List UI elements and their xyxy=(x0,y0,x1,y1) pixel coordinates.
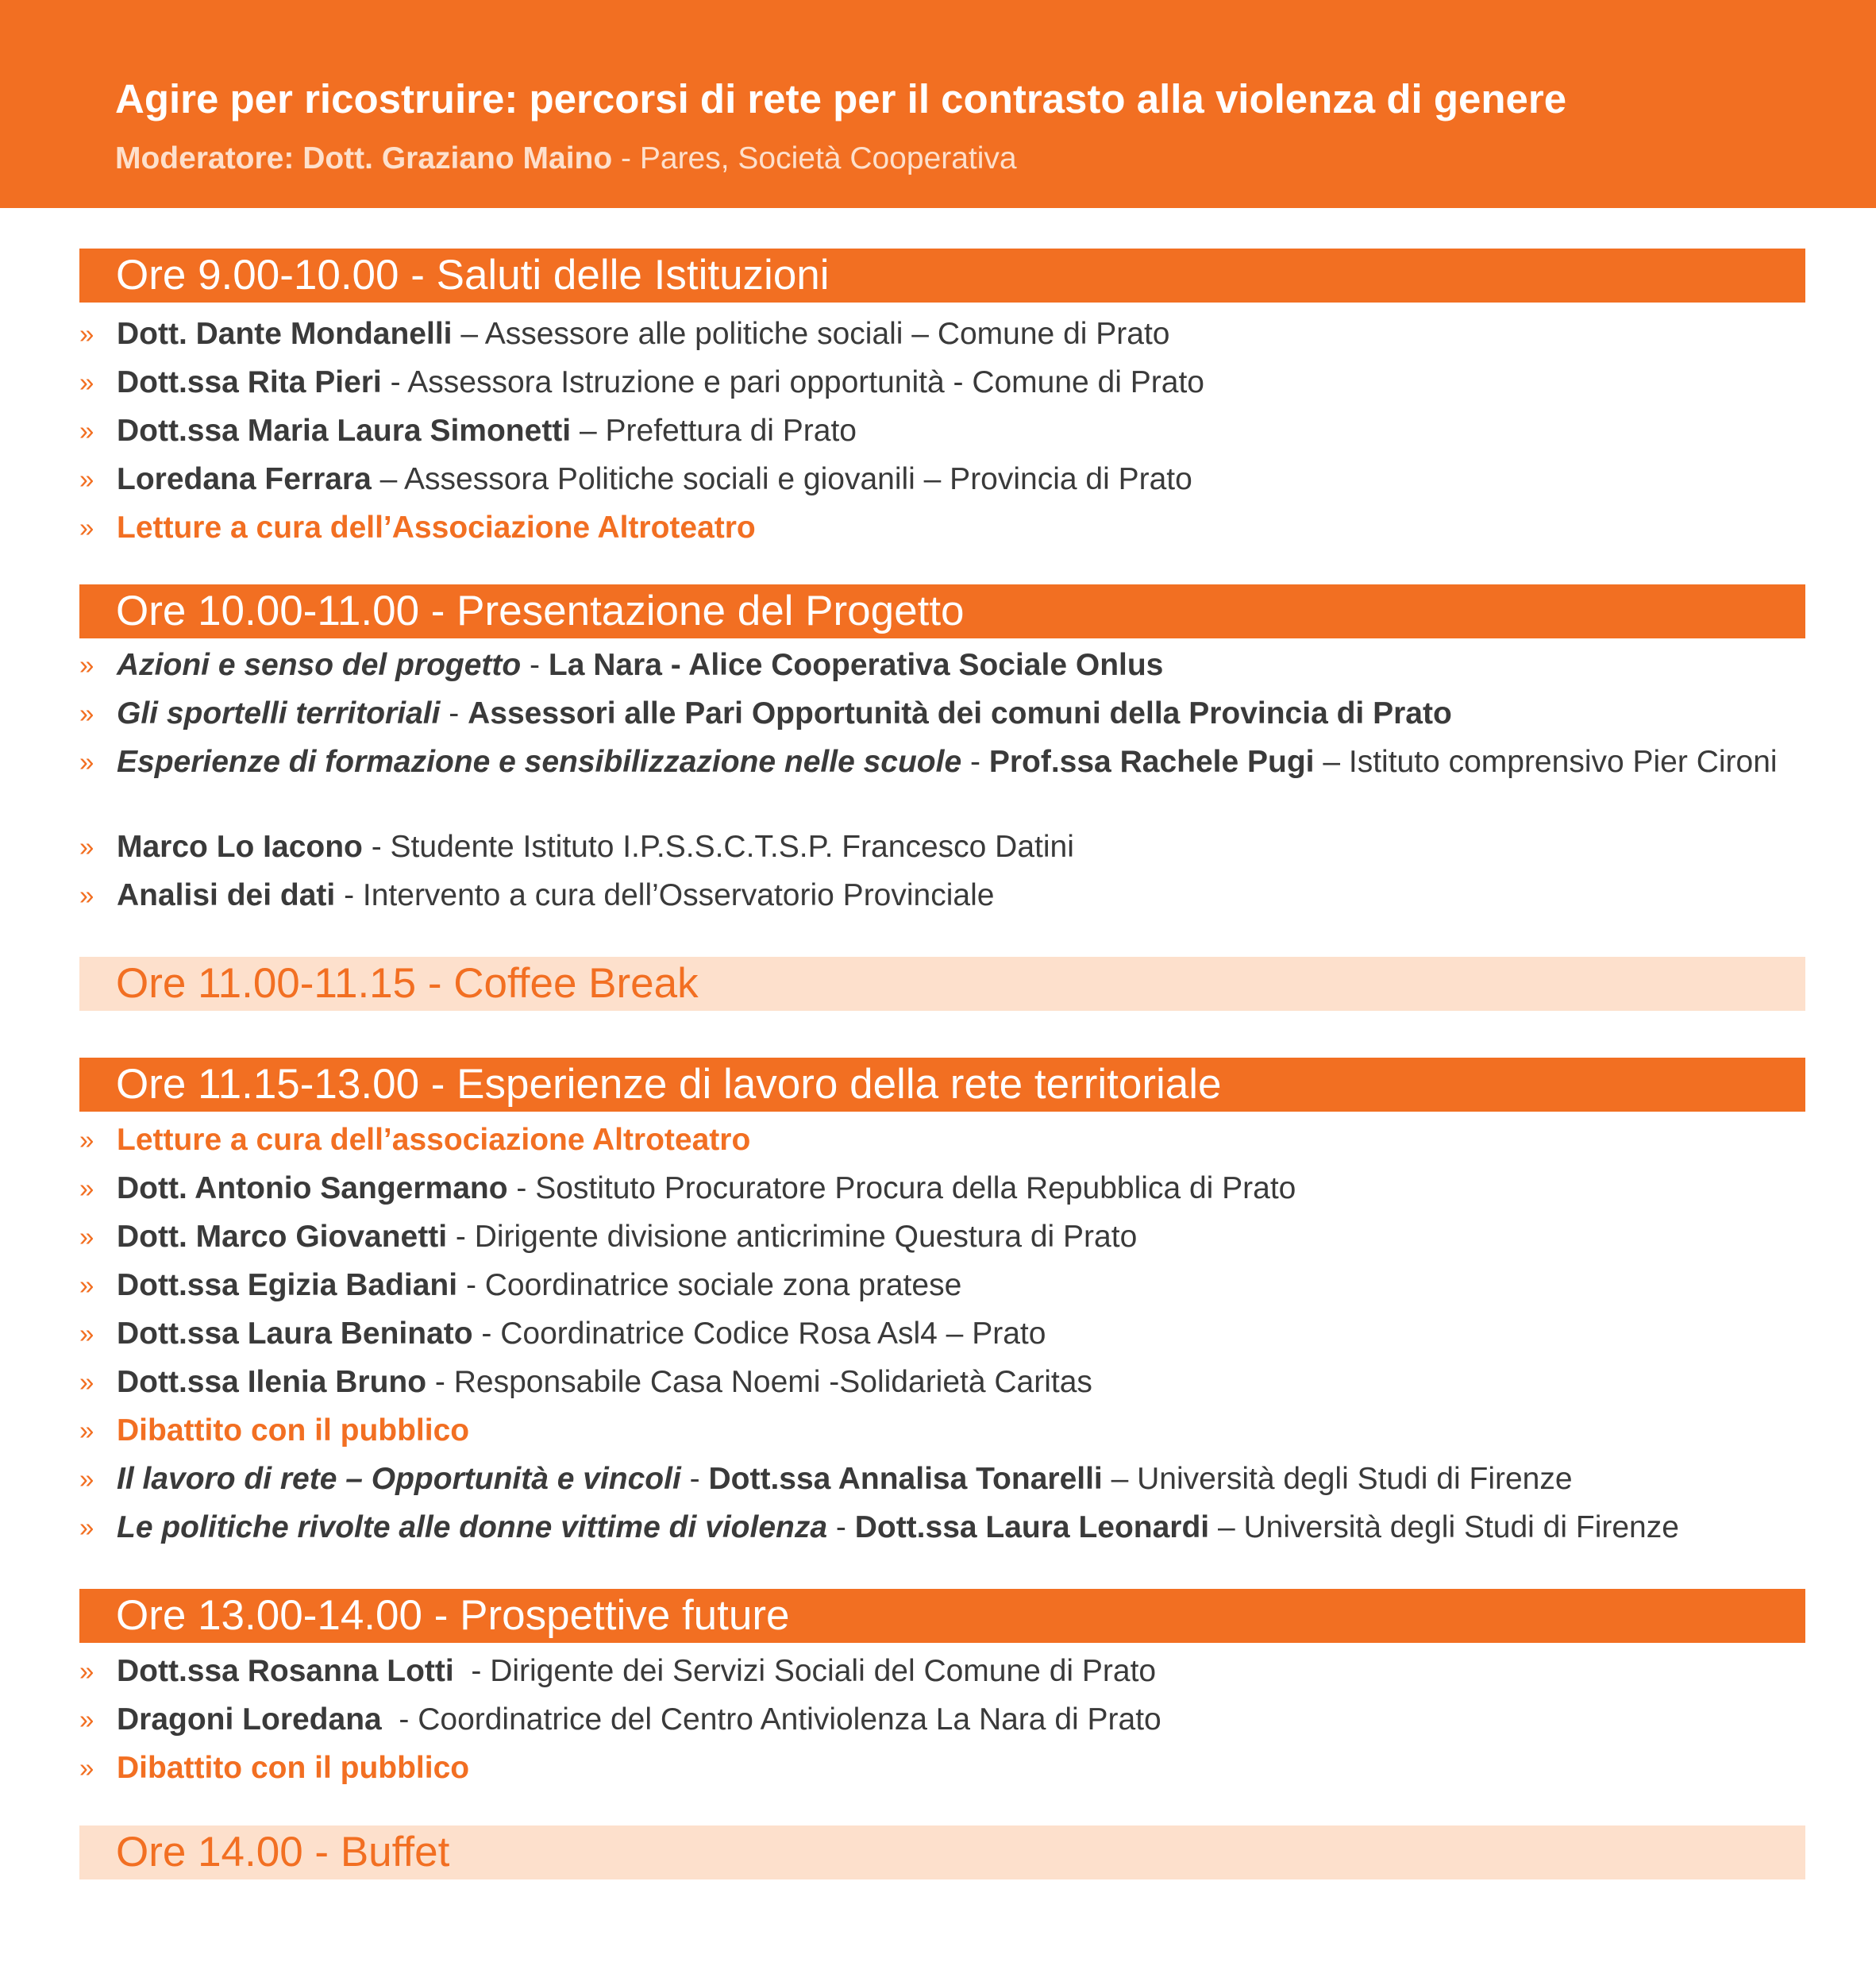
speaker-name: Prof.ssa Rachele Pugi xyxy=(988,745,1315,779)
chevron-double-right-icon: » xyxy=(79,747,94,777)
chevron-double-right-icon: » xyxy=(79,465,94,494)
speaker-name: Dott. Dante Mondanelli xyxy=(117,317,453,351)
chevron-double-right-icon: » xyxy=(79,1513,94,1542)
page-title: Agire per ricostruire: percorsi di rete per il contrasto alla violenza di genere xyxy=(115,76,1567,121)
chevron-double-right-icon: » xyxy=(79,1125,94,1155)
speaker-name: Dott.ssa Maria Laura Simonetti xyxy=(117,414,572,448)
chevron-double-right-icon: » xyxy=(79,1464,94,1494)
list-item xyxy=(79,461,1805,498)
list-item xyxy=(79,647,1805,684)
section-time: Ore 10.00-11.00 - xyxy=(116,588,457,634)
chevron-double-right-icon: » xyxy=(79,699,94,728)
list-item xyxy=(79,413,1805,449)
section-header xyxy=(79,249,1805,303)
speaker-detail: - Coordinatrice Codice Rosa Asl4 – Prato xyxy=(472,1317,1046,1351)
speaker-name: Dott.ssa Ilenia Bruno xyxy=(117,1365,427,1399)
chevron-double-right-icon: » xyxy=(79,1270,94,1300)
speaker-detail: – Università degli Studi di Firenze xyxy=(1209,1510,1679,1544)
speaker-name: Dott. Antonio Sangermano xyxy=(117,1171,508,1205)
section-header xyxy=(79,957,1805,1011)
chevron-double-right-icon: » xyxy=(79,1416,94,1445)
topic-text: Azioni e senso del progetto xyxy=(117,648,522,682)
topic-text: Esperienze di formazione e sensibilizzazione nelle scuole xyxy=(117,745,962,779)
section-title: Presentazione del Progetto xyxy=(456,588,965,634)
section-title: Prospettive future xyxy=(460,1592,790,1639)
speaker-name: Loredana Ferrara xyxy=(117,462,372,496)
highlight-text: Letture a cura dell’Associazione Altroteatro xyxy=(117,511,756,545)
speaker-name: Dott.ssa Laura Beninato xyxy=(117,1317,473,1351)
chevron-double-right-icon: » xyxy=(79,881,94,910)
chevron-double-right-icon: » xyxy=(79,1705,94,1734)
section-header xyxy=(79,1825,1805,1879)
speaker-name: Dott.ssa Annalisa Tonarelli xyxy=(708,1462,1103,1496)
section-time: Ore 11.15-13.00 - xyxy=(116,1061,457,1108)
chevron-double-right-icon: » xyxy=(79,1174,94,1203)
section-header xyxy=(79,584,1805,638)
list-item xyxy=(79,316,1805,353)
list-item xyxy=(79,1653,1805,1690)
chevron-double-right-icon: » xyxy=(79,1222,94,1251)
section-title: Buffet xyxy=(340,1829,450,1876)
speaker-detail: - Studente Istituto I.P.S.S.C.T.S.P. Francesco Datini xyxy=(362,830,1074,864)
separator: - xyxy=(440,696,468,731)
list-item xyxy=(79,1267,1805,1304)
list-item xyxy=(79,1750,1805,1787)
speaker-detail: – Assessore alle politiche sociali – Comune di Prato xyxy=(452,317,1170,351)
section-title: Saluti delle Istituzioni xyxy=(436,252,830,299)
list-item xyxy=(79,877,1805,914)
list-item xyxy=(79,1461,1805,1498)
speaker-detail: – Assessora Politiche sociali e giovanili – Provincia di Prato xyxy=(371,462,1192,496)
speaker-detail: - Dirigente dei Servizi Sociali del Comune di Prato xyxy=(453,1654,1157,1688)
chevron-double-right-icon: » xyxy=(79,513,94,542)
list-item xyxy=(79,1122,1805,1158)
chevron-double-right-icon: » xyxy=(79,368,94,397)
speaker-name: Marco Lo Iacono xyxy=(117,830,363,864)
separator: - xyxy=(961,745,989,779)
chevron-double-right-icon: » xyxy=(79,1319,94,1348)
moderator-label: Moderatore: Dott. Graziano Maino xyxy=(115,141,613,175)
separator: - xyxy=(521,648,549,682)
list-item xyxy=(79,510,1805,546)
chevron-double-right-icon: » xyxy=(79,416,94,445)
list-item xyxy=(79,1364,1805,1401)
speaker-detail: - Responsabile Casa Noemi -Solidarietà Caritas xyxy=(426,1365,1092,1399)
section-time: Ore 9.00-10.00 - xyxy=(116,252,437,299)
topic-text: Le politiche rivolte alle donne vittime di violenza xyxy=(117,1510,828,1544)
speaker-detail: – Istituto comprensivo Pier Cironi xyxy=(1314,745,1778,779)
speaker-detail: - Dirigente divisione anticrimine Questura di Prato xyxy=(447,1220,1138,1254)
list-item xyxy=(79,1413,1805,1449)
speaker-name: Dott. Marco Giovanetti xyxy=(117,1220,448,1254)
list-item xyxy=(79,744,1805,781)
header-banner xyxy=(0,0,1876,208)
speaker-name: Dott.ssa Rosanna Lotti xyxy=(117,1654,454,1688)
list-item xyxy=(79,1316,1805,1352)
section-time: Ore 14.00 - xyxy=(116,1829,341,1876)
speaker-name: Dott.ssa Rita Pieri xyxy=(117,365,382,399)
speaker-name: Analisi dei dati xyxy=(117,878,336,912)
highlight-text: Dibattito con il pubblico xyxy=(117,1751,470,1785)
list-item xyxy=(79,829,1805,865)
highlight-text: Letture a cura dell’associazione Altroteatro xyxy=(117,1123,751,1157)
chevron-double-right-icon: » xyxy=(79,832,94,862)
section-title: Coffee Break xyxy=(453,960,699,1007)
speaker-name: La Nara - Alice Cooperativa Sociale Onlus xyxy=(548,648,1164,682)
list-item xyxy=(79,1702,1805,1738)
chevron-double-right-icon: » xyxy=(79,1367,94,1397)
list-item xyxy=(79,696,1805,732)
separator: - xyxy=(827,1510,855,1544)
section-title: Esperienze di lavoro della rete territoriale xyxy=(456,1061,1222,1108)
section-time: Ore 13.00-14.00 - xyxy=(116,1592,460,1639)
section-header xyxy=(79,1589,1805,1643)
section-header xyxy=(79,1058,1805,1112)
list-item xyxy=(79,1219,1805,1255)
moderator-line xyxy=(115,141,1017,176)
speaker-name: Dott.ssa Laura Leonardi xyxy=(854,1510,1210,1544)
speaker-detail: – Prefettura di Prato xyxy=(571,414,857,448)
moderator-detail: - Pares, Società Cooperativa xyxy=(612,141,1017,175)
speaker-detail: - Sostituto Procuratore Procura della Repubblica di Prato xyxy=(507,1171,1296,1205)
separator: - xyxy=(680,1462,709,1496)
speaker-name: Assessori alle Pari Opportunità dei comuni della Provincia di Prato xyxy=(468,696,1452,731)
topic-text: Gli sportelli territoriali xyxy=(117,696,441,731)
chevron-double-right-icon: » xyxy=(79,650,94,680)
speaker-detail: - Coordinatrice del Centro Antiviolenza La Nara di Prato xyxy=(381,1702,1161,1737)
list-item xyxy=(79,364,1805,401)
speaker-detail: - Intervento a cura dell’Osservatorio Provinciale xyxy=(335,878,995,912)
chevron-double-right-icon: » xyxy=(79,1753,94,1783)
list-item xyxy=(79,1509,1805,1546)
speaker-detail: - Assessora Istruzione e pari opportunità - Comune di Prato xyxy=(381,365,1204,399)
speaker-detail: - Coordinatrice sociale zona pratese xyxy=(457,1268,962,1302)
speaker-name: Dragoni Loredana xyxy=(117,1702,382,1737)
chevron-double-right-icon: » xyxy=(79,319,94,349)
highlight-text: Dibattito con il pubblico xyxy=(117,1413,470,1448)
chevron-double-right-icon: » xyxy=(79,1656,94,1686)
section-time: Ore 11.00-11.15 - xyxy=(116,960,454,1007)
topic-text: Il lavoro di rete – Opportunità e vincoli xyxy=(117,1462,681,1496)
speaker-name: Dott.ssa Egizia Badiani xyxy=(117,1268,458,1302)
list-item xyxy=(79,1170,1805,1207)
speaker-detail: – Università degli Studi di Firenze xyxy=(1102,1462,1573,1496)
